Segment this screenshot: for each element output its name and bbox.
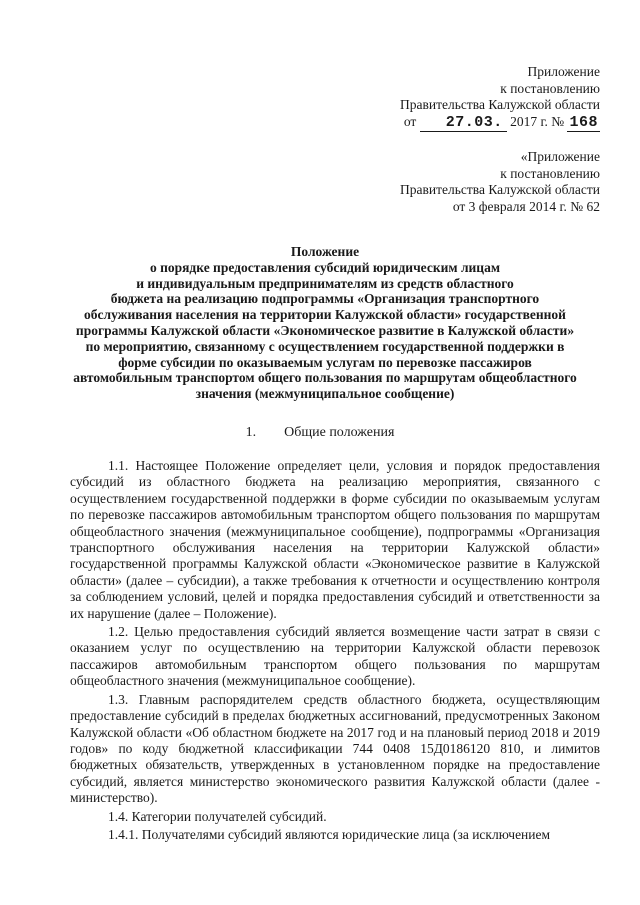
handwritten-number: 168	[569, 113, 598, 131]
handwritten-date: 27.03.	[420, 114, 507, 133]
paragraph-1-2: 1.2. Целью предоставления субсидий является возмещение части затрат в связи с оказанием услуг по осуществлению на территории Калужской области перевозок пассажиров автомобильным транспортом общего пользования по маршрутам общеобластного значения (межмуниципальное сообщение).	[70, 624, 600, 689]
title-line: бюджета на реализацию подпрограммы «Организация транспортного	[110, 291, 540, 307]
section-title: Общие положения	[284, 425, 395, 440]
title-line: форме субсидии по оказываемым услугам по перевозке пассажиров	[118, 354, 532, 370]
title-line: значения (межмуниципальное сообщение)	[195, 386, 455, 402]
appendix-header-current	[400, 64, 600, 132]
from-label: от	[403, 113, 417, 129]
document-title	[60, 244, 590, 402]
paragraph-1-1: 1.1. Настоящее Положение определяет цели, условия и порядок предоставления субсидий из областного бюджета на реализацию мероприятия, связанного с осуществлением государственной поддержки в форме субсидии по оказываемым услугам по перевозке пассажиров автомобильным транспортом общего пользования по маршрутам общеобластного значения (межмуниципальное сообщение), подпрограммы «Организация транспортного обслуживания населения на территории Калужской области» государственной программы Калужской области «Экономическое развитие в Калужской области» (далее – субсидии), а также требования к отчетности и осуществлению контроля за соблюдением условий, целей и порядка предоставления субсидий и ответственности за их нарушение (далее – Положение).	[70, 458, 600, 621]
title-line: обслуживания населения на территории Калужской области» государственной	[84, 307, 566, 323]
resolution-date-line	[400, 114, 600, 133]
section-number: 1.	[245, 425, 257, 440]
government-label-original: Правительства Калужской области	[399, 182, 600, 197]
title-line: автомобильным транспортом общего пользования по маршрутам общеобластного	[73, 370, 577, 386]
resolution-label: к постановлению	[500, 80, 600, 96]
appendix-header-original	[400, 149, 600, 215]
section-heading	[0, 425, 640, 441]
number-sign: №	[551, 113, 565, 129]
title-line: программы Калужской области «Экономическое развитие в Калужской области»	[75, 322, 575, 338]
document-body	[70, 458, 600, 843]
paragraph-1-4-1: 1.4.1. Получателями субсидий являются юридические лица (за исключением	[108, 826, 551, 842]
title-line: о порядке предоставления субсидий юридическим лицам	[149, 259, 501, 275]
appendix-label-original: «Приложение	[520, 149, 600, 164]
paragraph-1-4: 1.4. Категории получателей субсидий.	[108, 808, 327, 824]
government-label: Правительства Калужской области	[399, 97, 600, 112]
resolution-label-original: к постановлению	[500, 165, 600, 181]
title-line: по мероприятию, связанному с осуществлением государственной поддержки в	[85, 338, 565, 354]
resolution-year: 2017 г.	[510, 113, 548, 129]
paragraph-1-3: 1.3. Главным распорядителем средств областного бюджета, осуществляющим предоставление субсидий в пределах бюджетных ассигнований, предусмотренных Законом Калужской области «Об областном бюджете на 2017 год и на плановый период 2018 и 2019 годов» по коду бюджетной классификации 744 0408 15Д0186120 810, и лимитов бюджетных обязательств, утвержденных в установленном порядке на предоставление субсидий, является министерство экономического развития Калужской области (далее - министерство).	[70, 691, 600, 806]
appendix-label: Приложение	[527, 64, 600, 79]
title-line: Положение	[290, 244, 360, 259]
title-line: и индивидуальным предпринимателям из средств областного	[136, 275, 514, 291]
resolution-date-original: от 3 февраля 2014 г. № 62	[452, 198, 600, 214]
